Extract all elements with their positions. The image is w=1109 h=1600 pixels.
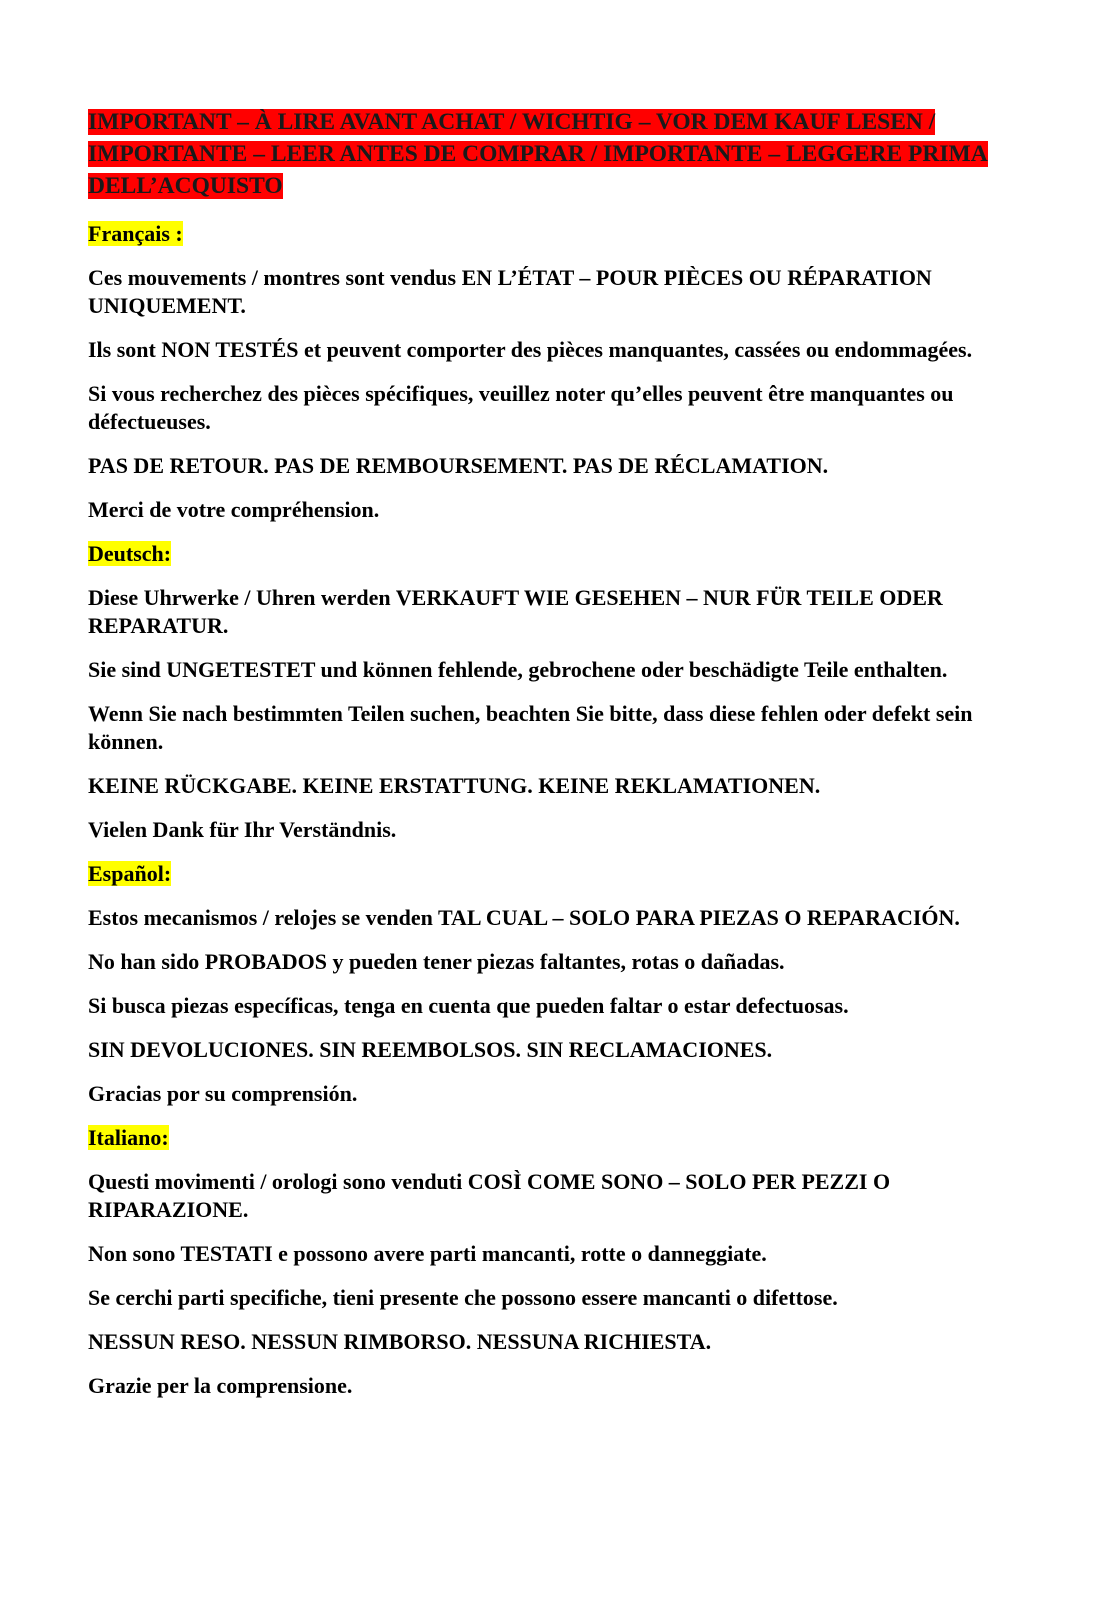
paragraph: Estos mecanismos / relojes se venden TAL CUAL – SOLO PARA PIEZAS O REPARACIÓN. (88, 905, 960, 930)
paragraph: Ces mouvements / montres sont vendus EN L’ÉTAT – POUR PIÈCES OU RÉPARATION UNIQUEMENT. (88, 265, 932, 318)
section-italian (88, 1124, 1008, 1400)
document-heading (88, 106, 993, 202)
paragraph: Merci de votre compréhension. (88, 497, 380, 522)
language-label-german: Deutsch: (88, 541, 172, 566)
paragraph: Non sono TESTATI e possono avere parti mancanti, rotte o danneggiate. (88, 1241, 767, 1266)
paragraph: NESSUN RESO. NESSUN RIMBORSO. NESSUNA RICHIESTA. (88, 1329, 712, 1354)
paragraph: Gracias por su comprensión. (88, 1081, 358, 1106)
paragraph: Sie sind UNGETESTET und können fehlende, gebrochene oder beschädigte Teile enthalten. (88, 657, 948, 682)
paragraph: PAS DE RETOUR. PAS DE REMBOURSEMENT. PAS DE RÉCLAMATION. (88, 453, 829, 478)
paragraph: Questi movimenti / orologi sono venduti COSÌ COME SONO – SOLO PER PEZZI O RIPARAZIONE. (88, 1169, 891, 1222)
paragraph: Si vous recherchez des pièces spécifiques, veuillez noter qu’elles peuvent être manquantes ou défectueuses. (88, 381, 954, 434)
paragraph: Si busca piezas específicas, tenga en cuenta que pueden faltar o estar defectuosas. (88, 993, 849, 1018)
paragraph: KEINE RÜCKGABE. KEINE ERSTATTUNG. KEINE REKLAMATIONEN. (88, 773, 821, 798)
language-label-french: Français : (88, 221, 183, 246)
paragraph: Ils sont NON TESTÉS et peuvent comporter des pièces manquantes, cassées ou endommagées. (88, 337, 973, 362)
paragraph: Diese Uhrwerke / Uhren werden VERKAUFT WIE GESEHEN – NUR FÜR TEILE ODER REPARATUR. (88, 585, 943, 638)
paragraph: SIN DEVOLUCIONES. SIN REEMBOLSOS. SIN RECLAMACIONES. (88, 1037, 773, 1062)
paragraph: No han sido PROBADOS y pueden tener piezas faltantes, rotas o dañadas. (88, 949, 785, 974)
document-page (88, 106, 1008, 1416)
paragraph: Grazie per la comprensione. (88, 1373, 353, 1398)
language-label-spanish: Español: (88, 861, 172, 886)
paragraph: Wenn Sie nach bestimmten Teilen suchen, beachten Sie bitte, dass diese fehlen oder defekt sein können. (88, 701, 973, 754)
section-german (88, 540, 1008, 844)
language-label-italian: Italiano: (88, 1125, 169, 1150)
paragraph: Se cerchi parti specifiche, tieni presente che possono essere mancanti o difettose. (88, 1285, 838, 1310)
heading-text: IMPORTANT – À LIRE AVANT ACHAT / WICHTIG – VOR DEM KAUF LESEN / IMPORTANTE – LEER ANTES DE COMPRAR / IMPORTANTE – LEGGERE PRIMA DELL’ACQUISTO (88, 109, 988, 199)
section-spanish (88, 860, 1008, 1108)
paragraph: Vielen Dank für Ihr Verständnis. (88, 817, 397, 842)
section-french (88, 220, 1008, 524)
